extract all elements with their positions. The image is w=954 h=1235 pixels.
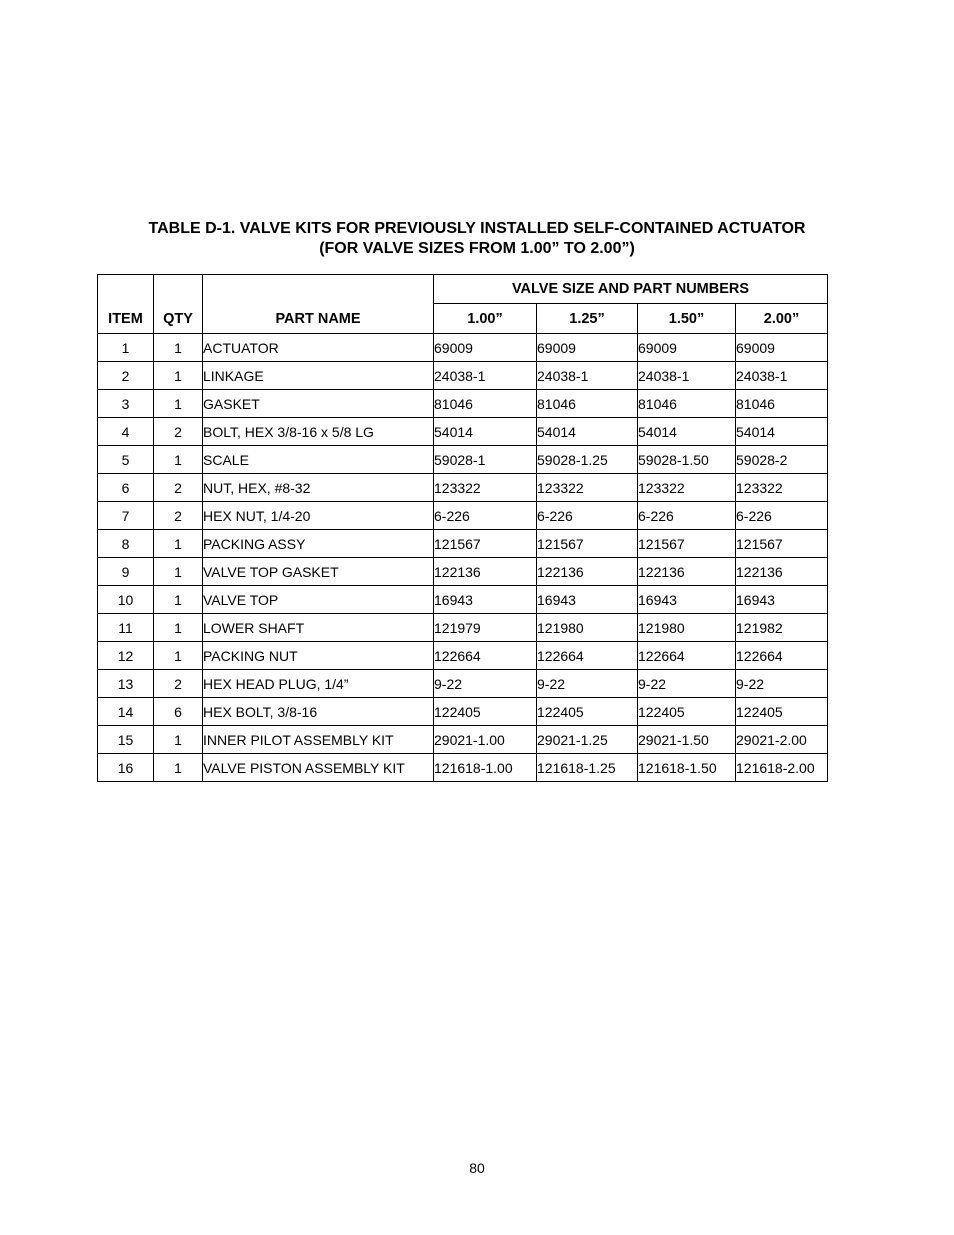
cell-part-number: 121567 [434,530,537,558]
cell-item: 6 [98,474,154,502]
cell-qty: 2 [154,670,203,698]
cell-part-number: 121567 [537,530,638,558]
cell-part-number: 24038-1 [537,362,638,390]
header-part-name: PART NAME [203,275,434,334]
cell-part-number: 121567 [638,530,736,558]
cell-part-number: 6-226 [537,502,638,530]
cell-part-number: 122136 [537,558,638,586]
cell-part-number: 54014 [638,418,736,446]
cell-item: 12 [98,642,154,670]
cell-part-name: SCALE [203,446,434,474]
cell-item: 16 [98,754,154,782]
cell-part-number: 122664 [434,642,537,670]
table-row [98,614,828,642]
cell-part-number: 81046 [537,390,638,418]
cell-part-name: HEX BOLT, 3/8-16 [203,698,434,726]
cell-part-number: 69009 [434,334,537,362]
cell-item: 14 [98,698,154,726]
cell-part-number: 122136 [434,558,537,586]
cell-part-number: 24038-1 [434,362,537,390]
cell-qty: 1 [154,642,203,670]
cell-item: 3 [98,390,154,418]
cell-part-name: ACTUATOR [203,334,434,362]
table-header [98,275,828,334]
cell-part-number: 121982 [736,614,828,642]
cell-qty: 2 [154,502,203,530]
table-title-line-1: TABLE D-1. VALVE KITS FOR PREVIOUSLY INSTALLED SELF-CONTAINED ACTUATOR [148,220,806,237]
table-row [98,642,828,670]
table-row [98,474,828,502]
cell-item: 2 [98,362,154,390]
cell-qty: 1 [154,754,203,782]
cell-part-number: 6-226 [434,502,537,530]
cell-part-number: 81046 [638,390,736,418]
cell-part-name: LINKAGE [203,362,434,390]
cell-part-number: 24038-1 [638,362,736,390]
header-size-1-50: 1.50” [638,304,736,334]
table-row [98,558,828,586]
table-row [98,334,828,362]
table-row [98,362,828,390]
cell-part-number: 29021-1.50 [638,726,736,754]
cell-item: 9 [98,558,154,586]
cell-part-number: 121618-2.00 [736,754,828,782]
cell-part-number: 122664 [638,642,736,670]
cell-item: 15 [98,726,154,754]
cell-part-number: 121618-1.00 [434,754,537,782]
cell-qty: 1 [154,362,203,390]
cell-qty: 1 [154,530,203,558]
cell-part-name: VALVE PISTON ASSEMBLY KIT [203,754,434,782]
cell-item: 5 [98,446,154,474]
cell-qty: 1 [154,614,203,642]
cell-part-number: 123322 [638,474,736,502]
cell-part-number: 6-226 [736,502,828,530]
cell-item: 10 [98,586,154,614]
header-size-1-00: 1.00” [434,304,537,334]
cell-part-number: 122405 [537,698,638,726]
cell-qty: 1 [154,390,203,418]
cell-item: 7 [98,502,154,530]
cell-part-number: 121980 [638,614,736,642]
table-row [98,726,828,754]
cell-part-number: 54014 [736,418,828,446]
cell-part-number: 59028-2 [736,446,828,474]
cell-part-number: 123322 [736,474,828,502]
cell-part-number: 81046 [736,390,828,418]
table-row [98,446,828,474]
table-row [98,530,828,558]
cell-qty: 1 [154,334,203,362]
cell-part-number: 9-22 [537,670,638,698]
cell-part-number: 9-22 [434,670,537,698]
cell-part-number: 59028-1.25 [537,446,638,474]
cell-part-number: 69009 [537,334,638,362]
cell-part-name: NUT, HEX, #8-32 [203,474,434,502]
cell-part-name: HEX NUT, 1/4-20 [203,502,434,530]
cell-part-number: 121618-1.25 [537,754,638,782]
cell-part-name: VALVE TOP [203,586,434,614]
cell-part-number: 29021-2.00 [736,726,828,754]
cell-qty: 1 [154,446,203,474]
cell-part-name: BOLT, HEX 3/8-16 x 5/8 LG [203,418,434,446]
cell-part-name: VALVE TOP GASKET [203,558,434,586]
cell-part-number: 123322 [434,474,537,502]
cell-part-number: 9-22 [736,670,828,698]
cell-part-number: 81046 [434,390,537,418]
cell-item: 4 [98,418,154,446]
cell-qty: 1 [154,558,203,586]
cell-item: 11 [98,614,154,642]
cell-qty: 1 [154,726,203,754]
cell-part-number: 122136 [638,558,736,586]
cell-part-name: GASKET [203,390,434,418]
header-item: ITEM [98,275,154,334]
cell-part-number: 69009 [638,334,736,362]
cell-part-number: 29021-1.25 [537,726,638,754]
cell-part-number: 59028-1 [434,446,537,474]
page-number: 80 [469,1160,485,1176]
cell-part-number: 122405 [638,698,736,726]
cell-item: 1 [98,334,154,362]
cell-qty: 6 [154,698,203,726]
cell-qty: 2 [154,474,203,502]
cell-part-number: 16943 [638,586,736,614]
table-row [98,390,828,418]
cell-part-number: 122405 [434,698,537,726]
cell-part-name: HEX HEAD PLUG, 1/4” [203,670,434,698]
header-size-2-00: 2.00” [736,304,828,334]
table-row [98,586,828,614]
cell-item: 13 [98,670,154,698]
cell-part-number: 16943 [434,586,537,614]
cell-part-name: INNER PILOT ASSEMBLY KIT [203,726,434,754]
valve-kits-table [97,274,828,782]
cell-part-name: PACKING ASSY [203,530,434,558]
header-size-1-25: 1.25” [537,304,638,334]
table-body [98,334,828,782]
cell-part-number: 29021-1.00 [434,726,537,754]
cell-part-number: 54014 [537,418,638,446]
cell-part-number: 6-226 [638,502,736,530]
cell-part-number: 122136 [736,558,828,586]
cell-part-name: LOWER SHAFT [203,614,434,642]
table-row [98,502,828,530]
table-row [98,754,828,782]
cell-part-number: 121567 [736,530,828,558]
cell-item: 8 [98,530,154,558]
cell-part-number: 121980 [537,614,638,642]
cell-qty: 1 [154,586,203,614]
cell-part-number: 16943 [537,586,638,614]
cell-part-number: 122405 [736,698,828,726]
cell-part-number: 69009 [736,334,828,362]
cell-part-number: 122664 [736,642,828,670]
table-row [98,418,828,446]
table-row [98,698,828,726]
header-qty: QTY [154,275,203,334]
cell-part-name: PACKING NUT [203,642,434,670]
header-valve-size-group: VALVE SIZE AND PART NUMBERS [434,275,828,304]
table-title-line-2: (FOR VALVE SIZES FROM 1.00” TO 2.00”) [319,240,635,257]
cell-part-number: 54014 [434,418,537,446]
cell-part-number: 9-22 [638,670,736,698]
cell-part-number: 24038-1 [736,362,828,390]
cell-part-number: 121979 [434,614,537,642]
table-row [98,670,828,698]
cell-part-number: 59028-1.50 [638,446,736,474]
cell-part-number: 121618-1.50 [638,754,736,782]
cell-part-number: 16943 [736,586,828,614]
cell-part-number: 123322 [537,474,638,502]
table-title [0,219,954,259]
cell-part-number: 122664 [537,642,638,670]
cell-qty: 2 [154,418,203,446]
